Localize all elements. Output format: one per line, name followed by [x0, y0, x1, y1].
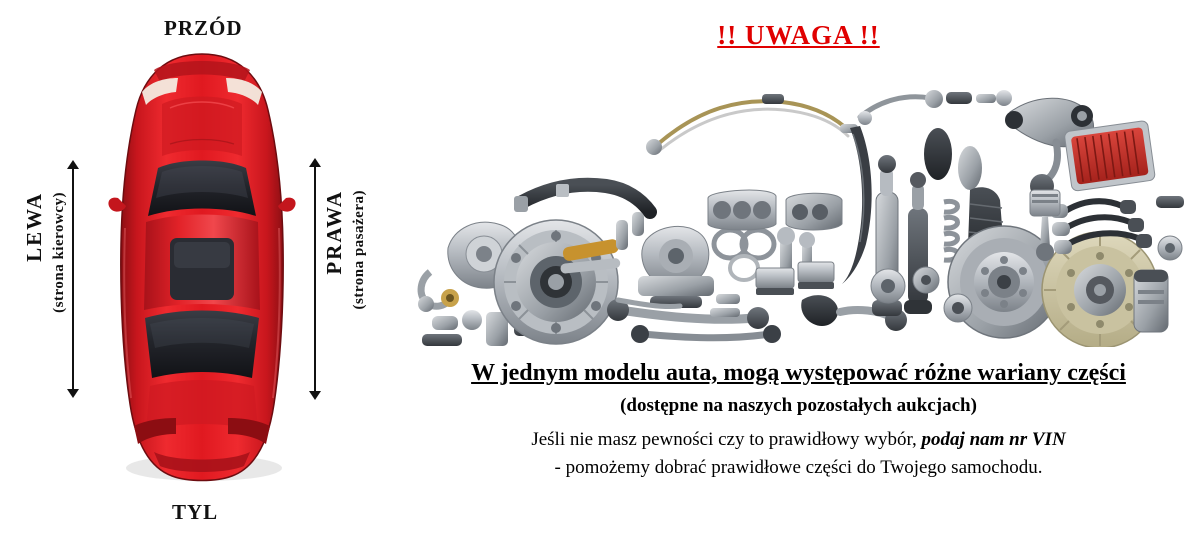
left-side-label-group [22, 192, 68, 313]
car-parts-collage-image [410, 72, 1190, 347]
front-label: PRZÓD [164, 16, 243, 40]
warning-heading: !! UWAGA !! [717, 20, 880, 50]
rear-label: TYL [172, 500, 219, 524]
right-side-label: PRAWA [322, 190, 346, 275]
car-orientation-diagram [0, 0, 400, 546]
message-line-1: W jednym modelu auta, mogą występować różne wariany części [471, 360, 1126, 386]
message-line-3 [400, 429, 1197, 451]
left-side-sublabel: (strona kierowcy) [51, 192, 67, 313]
right-direction-arrow [314, 166, 316, 392]
right-side-sublabel: (strona pasażera) [351, 190, 367, 310]
notice-panel [400, 0, 1197, 546]
message-block [400, 358, 1197, 479]
left-arrow-head-top-icon [67, 160, 79, 169]
message-line-4: - pomożemy dobrać prawidłowe części do Twojego samochodu. [554, 457, 1043, 478]
right-side-label-group [322, 190, 368, 309]
left-direction-arrow [72, 168, 74, 390]
left-side-label: LEWA [22, 192, 46, 262]
message-line-2: (dostępne na naszych pozostałych aukcjach) [620, 395, 977, 416]
left-arrow-head-bottom-icon [67, 389, 79, 398]
message-line-3-emphasis: podaj nam nr VIN [921, 429, 1066, 450]
message-line-3-prefix: Jeśli nie masz pewności czy to prawidłowy wybór, [531, 429, 922, 450]
car-top-view-icon [92, 48, 312, 488]
